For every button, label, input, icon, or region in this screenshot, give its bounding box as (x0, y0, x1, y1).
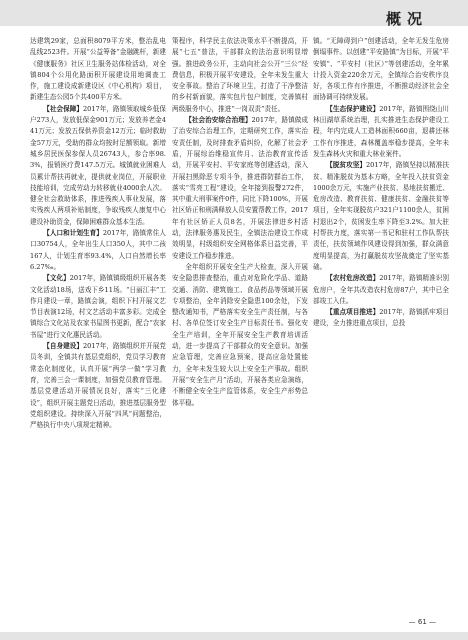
paragraph (172, 115, 308, 262)
continued-paragraph (313, 36, 449, 104)
paragraph-text: 2017年，路镇做成了治安综合治理工作，定期研究工作，落实治安责任制，及时排查矛盾纠纷，化解了社会矛盾，开展综治维稳宣传月、法治教育宣传活动，开展平安村、平安家庭等创建活动，深入开展扫黑除恶专项斗争，推进群防群治工作，落实“雪亮工程”建设，全年接到报警272件，其中重大刑事案件0件，同比下降100%，开展社区矫正和刑满释放人员安置帮教工作，2017年有社区矫正人员8名，开展法律进乡村活动，法律服务惠及民生，全镇法治建设工作成效明显，村级组织安全网格体系日益完善，平安建设工作稳步推进。 (172, 116, 308, 260)
paragraph (313, 273, 449, 307)
paragraph-text: 2017年，路镇常住人口30754人，全年出生人口350人，其中二孩167人，计划生育率93.4%，人口自然增长率6.27‰。 (30, 229, 166, 271)
paragraph-text: 2017年，路镇镇级组织开展各类文化活动18场，送戏下乡11场。“日丽江丰”工作月建设一章，路镇会演，组织下村开展文艺节目表演12场，村文艺活动丰富多彩。完成全镇综合文化站及农家书屋图书更新，配合“农家书屋”进行文化惠民活动。 (30, 274, 166, 339)
section-heading: 【文化】 (43, 274, 70, 283)
paragraph-text: 达建筑29家，总面积8079平方米，整治乱电乱线2523件。开展“公益筹备”金融跳杆，新建《健康服务》社区卫生服务站体检活动，对全镇804个公用化路面积开展建设用地调查工作，施工建设成新建设区《中心机构》项目，新建生态公园5个共400平方米。 (30, 37, 166, 102)
paragraph (30, 341, 166, 431)
paragraph-text: 策程序，科学民主依法决策水平不断提高，开展“七五”普法，干部群众的法治意识明显增强。推进政务公开，主动向社会公开“三公”经费信息，积极开展平安建设，全年未发生重大安全事故。整治了环境卫生，打造了干净整洁的乡村新面貌，落实包片包户制度，完善镇村两级服务中心，推进“一岗双责”责任。 (172, 37, 308, 113)
paragraph (313, 307, 449, 330)
paragraph-text: 2017年，路镇围绕山川林田湖草系统治理，扎实推进生态保护建设工程，年内完成人工造林面积660亩，退耕还林工作有序推进，森林覆盖率稳步提高，全年未发生森林火灾和重大林业案件。 (313, 104, 449, 158)
section-heading: 【社会治安综合治理】 (185, 116, 252, 125)
paragraph (30, 104, 166, 228)
page-title: 概况 (385, 10, 428, 28)
paragraph-text: 2017年，路镇抓牢项目建设，全力推进重点项目，总投 (313, 308, 449, 328)
paragraph-text: 镇。“无障碍到户”创建活动，全年无发生危房倒塌事件。以创建“平安路镇”为目标，开展“平安镇”、“平安村（社区）”等创建活动，全年累计投入资金220余万元，全镇综合治安秩序良好，各项工作有序推进，不断推动经济社会全面协调可持续发展。 (313, 37, 449, 102)
section-heading: 【农村危房改造】 (326, 274, 380, 283)
footer-band (0, 632, 468, 640)
paragraph (172, 262, 308, 409)
paragraph-text: 2017年，路镇坚持以精准扶贫、精准脱贫为基本方略，全年投入扶贫资金1000余万元，实施产业扶贫、易地扶贫搬迁、危房改造、教育扶贫、健康扶贫、金融扶贫等项目，全年实现脱贫户321户1100余人，贫困村退出2个，贫困发生率下降至3.2%。加大驻村帮扶力度，落实第一书记和驻村工作队帮扶责任，扶贫领域作风建设得到加强，群众满意度明显提高，为打赢脱贫攻坚战奠定了坚实基础。 (313, 161, 449, 271)
paragraph (313, 160, 449, 273)
text-column-3 (313, 36, 449, 621)
continued-paragraph (172, 36, 308, 115)
paragraph-text: 2017年，路镇组织并开展党员冬训，全镇共有基层党组织，党员学习教育常态化制度化，认真开展“两学一做”学习教育，完善三会一课制度，加强党员教育管理。基层党建活动开展情况良好，落实“三化建设”，组织开展主题党日活动，推进基层服务型党组织建设。持续深入开展“四风”问题整治，严格执行中央八项规定精神。 (30, 342, 166, 430)
page-number: — 61 — (408, 618, 436, 626)
section-heading: 【脱贫攻坚】 (326, 161, 366, 170)
section-heading: 【自身建设】 (43, 342, 83, 351)
section-heading: 【生态保护建设】 (326, 104, 380, 113)
paragraph-text: 2017年，路镇领取城乡低保户273人，发放低保金901万元；发放养老金441万元；发放五保供养资金12万元；临时救助金57万元，受助的群众均按时足额领取。新增城乡居民医保参保人员26743人，参合率98.3%，报销医疗费147.5万元。城镇就业困难人员累计帮扶再就业，提供就业岗位，开展职业技能培训，完成劳动力转移就业4000余人次。健全社会救助体系，推进残疾人事业发展，落实残疾人两项补贴制度，争取残疾人康复中心建设补助资金，保障困难群众基本生活。 (30, 104, 166, 226)
paragraph (30, 273, 166, 341)
text-column-1 (30, 36, 166, 621)
continued-paragraph (30, 36, 166, 104)
section-heading: 【社会保障】 (43, 104, 83, 113)
paragraph (313, 104, 449, 160)
paragraph-text: 全年组织开展安全生产大检查，深入开展安全隐患排查整治，重点对危险化学品、道路交通、消防、建筑施工、食品药品等领域开展专项整治，全年消除安全隐患100余处，下发整改通知书，严格落实安全生产责任制，与各村、各单位签订安全生产目标责任书。强化安全生产培训，全年开展安全生产教育培训活动，进一步提高了干部群众的安全意识。加强应急管理，完善应急预案，提高应急处置能力，全年未发生较大以上安全生产事故。组织开展“安全生产月”活动，开展各类应急演练，不断健全安全生产监管体系，安全生产形势总体平稳。 (172, 262, 308, 407)
section-heading: 【重点项目推进】 (326, 308, 380, 317)
text-column-2 (172, 36, 308, 621)
paragraph (30, 228, 166, 273)
paragraph-text: 2017年，路镇精准识别危房户，全年共改造农村危房87户，其中已全部竣工入住。 (313, 274, 449, 305)
section-heading: 【人口和计划生育】 (43, 229, 103, 238)
